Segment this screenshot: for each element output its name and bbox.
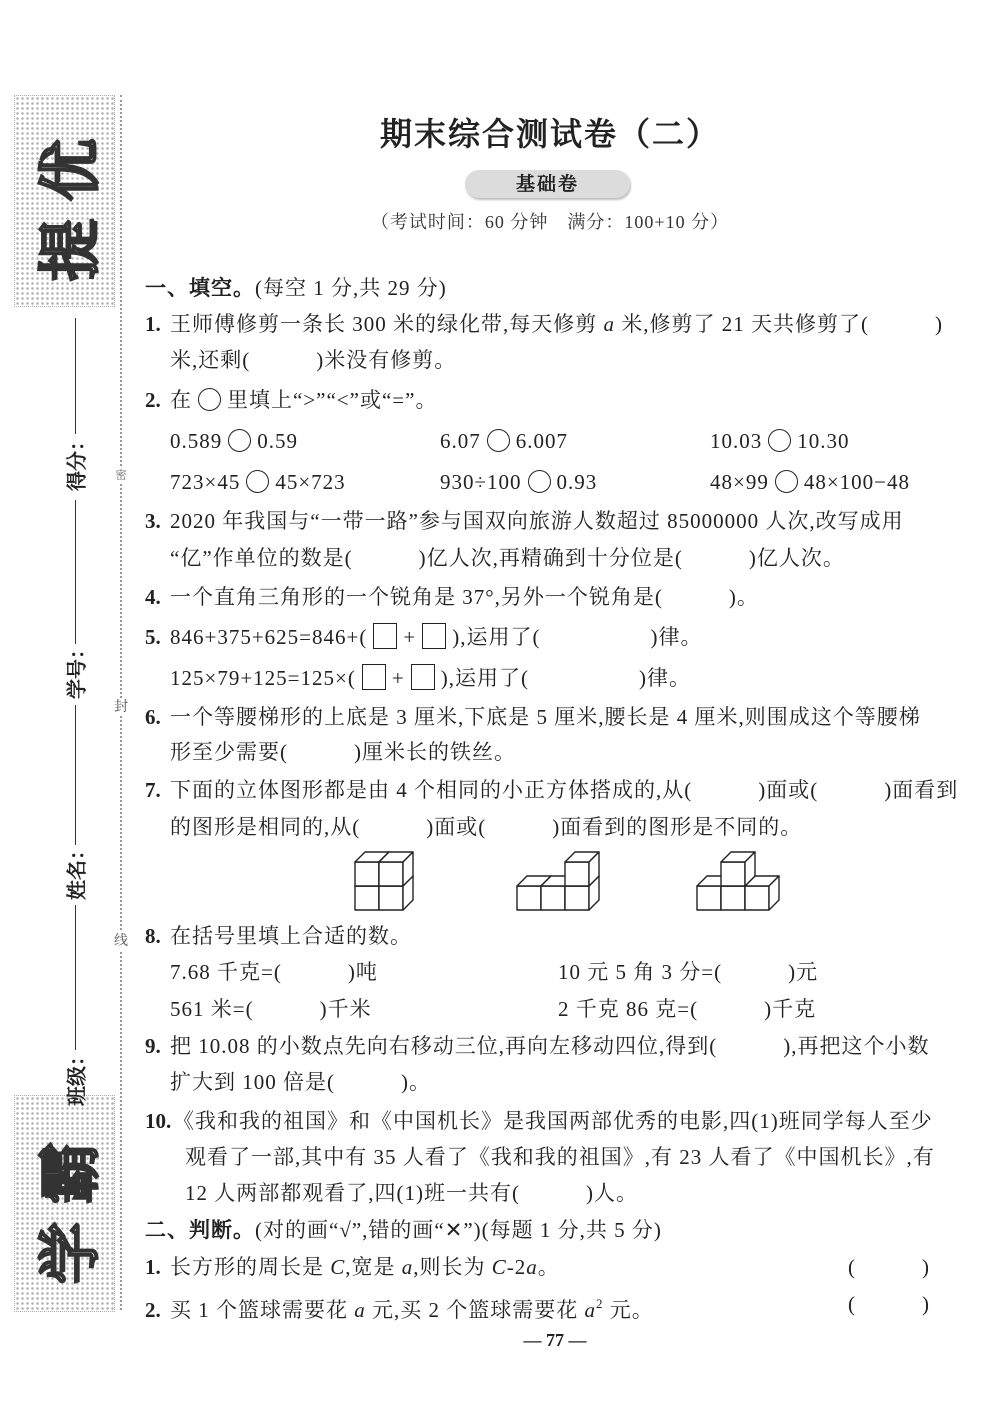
q9-text: 把 10.08 的小数点先向右移动三位,再向左移动四位,得到( ),再把这个小数 (170, 1034, 930, 1058)
name-line (75, 705, 76, 845)
page-number: — 77 — (523, 1330, 587, 1350)
question-number: 9. (145, 1034, 161, 1058)
class-line (75, 905, 76, 1050)
question-number: 1. (145, 312, 161, 336)
q4-text: 一个直角三角形的一个锐角是 37°,另外一个锐角是( )。 (170, 585, 759, 609)
q10-line3: 12 人两部都观看了,四(1)班一共有( )人。 (185, 1181, 638, 1205)
q5-expression: 846+375+625=846+( (170, 625, 368, 649)
unit-cube (721, 852, 755, 886)
paper-type-tag: 基础卷 (465, 170, 630, 198)
cube-front-face (517, 886, 541, 910)
student-id-line (75, 500, 76, 644)
q5-expression: 125×79+125=125×( (170, 666, 356, 690)
comparison (170, 428, 298, 454)
top-badge-text: 提优 (33, 120, 106, 282)
variable-c: C (491, 1255, 507, 1279)
conversion-item: 561 米=( )千米 (170, 997, 372, 1021)
student-id-label: 学号： (64, 639, 89, 699)
q9-line2: 扩大到 100 倍是( )。 (170, 1070, 431, 1094)
q4-line1 (145, 584, 759, 610)
exam-title: 期末综合测试卷（二） (379, 115, 720, 153)
comparison-left: 723×45 (170, 470, 241, 494)
judge-text: 。 (537, 1255, 560, 1279)
question-number: 3. (145, 509, 161, 533)
compare-circle (228, 429, 251, 452)
answer-box (373, 623, 397, 649)
q3-line2: “亿”作单位的数是( )亿人次,再精确到十分位是( )亿人次。 (170, 546, 845, 570)
comparison-right: 10.30 (797, 429, 850, 453)
question-number: 2. (145, 1298, 161, 1322)
section2-note: (对的画“√”,错的画“✕”)(每题 1 分,共 5 分) (255, 1218, 662, 1242)
comparison-right: 0.93 (556, 470, 598, 494)
variable-a: a (584, 1298, 596, 1322)
judge-text: 元,买 2 个篮球需要花 (365, 1298, 585, 1322)
q7-line2: 的图形是相同的,从( )面或( )面看到的图形是不同的。 (170, 815, 803, 839)
cube-front-face (355, 862, 379, 886)
cube-front-face (379, 862, 403, 886)
q1-text: 米,修剪了 21 天共修剪了( ) (615, 312, 943, 336)
seal-mark-mi: 密 (115, 468, 127, 482)
comparison (440, 428, 568, 454)
q5-row2 (170, 664, 691, 691)
comparison (710, 469, 910, 495)
compare-circle (775, 470, 798, 493)
cube-front-face (565, 862, 589, 886)
answer-box (411, 664, 435, 690)
answer-box (422, 623, 446, 649)
seal-mark-xian: 线 (114, 933, 128, 949)
cube-figures (340, 840, 800, 920)
section1-heading (145, 275, 447, 301)
q8-text: 在括号里填上合适的数。 (170, 924, 412, 948)
judge-text: 元。 (603, 1298, 654, 1322)
comparison (440, 469, 597, 495)
q10-text: 《我和我的祖国》和《中国机长》是我国两部优秀的电影,四(1)班同学每人至少 (173, 1109, 933, 1133)
section2-heading (145, 1217, 662, 1243)
variable-a: a (354, 1298, 366, 1322)
comparison (710, 428, 850, 454)
compare-circle (768, 429, 791, 452)
score-line (75, 318, 76, 434)
comparison-left: 6.07 (440, 429, 481, 453)
variable-a: a (603, 312, 615, 336)
q1-text: 王师傅修剪一条长 300 米的绿化带,每天修剪 (170, 312, 604, 336)
comparison-left: 10.03 (710, 429, 763, 453)
judge-answer-blank: ( ) (848, 1255, 930, 1279)
question-number: 10. (145, 1109, 172, 1133)
judge-item-2 (145, 1291, 965, 1323)
cube-front-face (697, 886, 721, 910)
compare-circle (487, 429, 510, 452)
conversion-item: 7.68 千克=( )吨 (170, 960, 378, 984)
question-number: 6. (145, 705, 161, 729)
q5-law-blank: ),运用了( )律。 (440, 666, 691, 690)
class-label: 班级： (64, 1046, 89, 1106)
cube-front-face (355, 886, 379, 910)
q1-line1 (145, 311, 943, 337)
section1-note: (每空 1 分,共 29 分) (255, 276, 447, 300)
unit-cube (379, 852, 413, 886)
exam-info: （考试时间：60 分钟 满分：100+10 分） (370, 212, 730, 232)
section2-label: 二、判断。 (145, 1218, 255, 1242)
judge-text: ,则长为 (413, 1255, 492, 1279)
judge-item-1 (145, 1254, 965, 1280)
question-number: 4. (145, 585, 161, 609)
judge-answer-blank: ( ) (848, 1292, 930, 1316)
conversion-item: 2 千克 86 克=( )千克 (558, 997, 817, 1021)
comparison (170, 469, 346, 495)
plus-sign: + (403, 625, 417, 649)
q6-line2: 形至少需要( )厘米长的铁丝。 (170, 740, 516, 764)
seal-mark-feng: 封 (114, 699, 128, 715)
plus-sign: + (391, 666, 405, 690)
q5-law-blank: ),运用了( )律。 (452, 625, 703, 649)
q2-post: 里填上“>”“<”或“=”。 (227, 388, 438, 412)
compare-circle (246, 470, 269, 493)
q10-line1 (145, 1108, 933, 1134)
unit-cube (565, 852, 599, 886)
question-number: 8. (145, 924, 161, 948)
question-number: 5. (145, 625, 161, 649)
judge-text: ,宽是 (345, 1255, 402, 1279)
variable-c: C (330, 1255, 346, 1279)
judge-text: 长方形的周长是 (170, 1255, 331, 1279)
cube-figure-2 (517, 852, 599, 910)
cube-front-face (721, 862, 745, 886)
variable-a: a (401, 1255, 414, 1279)
cube-front-face (745, 886, 769, 910)
cube-figure-1 (355, 852, 413, 910)
q9-line1 (145, 1033, 929, 1059)
comparison-right: 0.59 (257, 429, 298, 453)
cube-front-face (565, 886, 589, 910)
top-badge (14, 95, 115, 307)
q2-pre: 在 (170, 388, 192, 412)
section1-label: 一、填空。 (145, 276, 255, 300)
comparison-right: 6.007 (515, 429, 568, 453)
cube-figure-3 (697, 852, 779, 910)
comparison-left: 48×99 (710, 470, 769, 494)
q3-line1 (145, 508, 904, 534)
comparison-right: 45×723 (275, 470, 346, 494)
q7-line1 (145, 777, 958, 803)
comparison-left: 0.589 (170, 429, 223, 453)
judge-text: 买 1 个篮球需要花 (170, 1298, 355, 1322)
q8-line1 (145, 923, 412, 949)
q2-line1 (145, 387, 437, 413)
compare-circle (528, 470, 551, 493)
q5-row1 (145, 623, 702, 650)
comparison-right: 48×100−48 (803, 470, 911, 494)
question-number: 2. (145, 388, 161, 412)
q1-line2: 米,还剩( )米没有修剪。 (170, 348, 457, 372)
name-label: 姓名： (64, 840, 89, 900)
q7-text: 下面的立体图形都是由 4 个相同的小正方体搭成的,从( )面或( )面看到 (170, 778, 959, 802)
conversion-item: 10 元 5 角 3 分=( )元 (558, 960, 819, 984)
question-number: 7. (145, 778, 161, 802)
judge-text: -2 (506, 1255, 527, 1279)
cube-front-face (379, 886, 403, 910)
bottom-badge (14, 1095, 115, 1312)
cube-front-face (721, 886, 745, 910)
score-label: 得分： (64, 431, 89, 491)
bottom-badge-text: 学霸 (33, 1123, 106, 1284)
q10-line2: 观看了一部,其中有 35 人看了《我和我的祖国》,有 23 人看了《中国机长》,有 (185, 1145, 935, 1169)
cube-front-face (541, 886, 565, 910)
q6-text: 一个等腰梯形的上底是 3 厘米,下底是 5 厘米,腰长是 4 厘米,则围成这个等腰梯 (170, 705, 921, 729)
variable-a: a (526, 1255, 538, 1279)
question-number: 1. (145, 1255, 161, 1279)
comparison-left: 930÷100 (440, 470, 522, 494)
answer-box (362, 664, 386, 690)
exponent: 2 (596, 1296, 604, 1311)
q3-text: 2020 年我国与“一带一路”参与国双向旅游人数超过 85000000 人次,改写成用 (170, 509, 904, 533)
circle-icon (198, 388, 221, 411)
q6-line1 (145, 704, 921, 730)
